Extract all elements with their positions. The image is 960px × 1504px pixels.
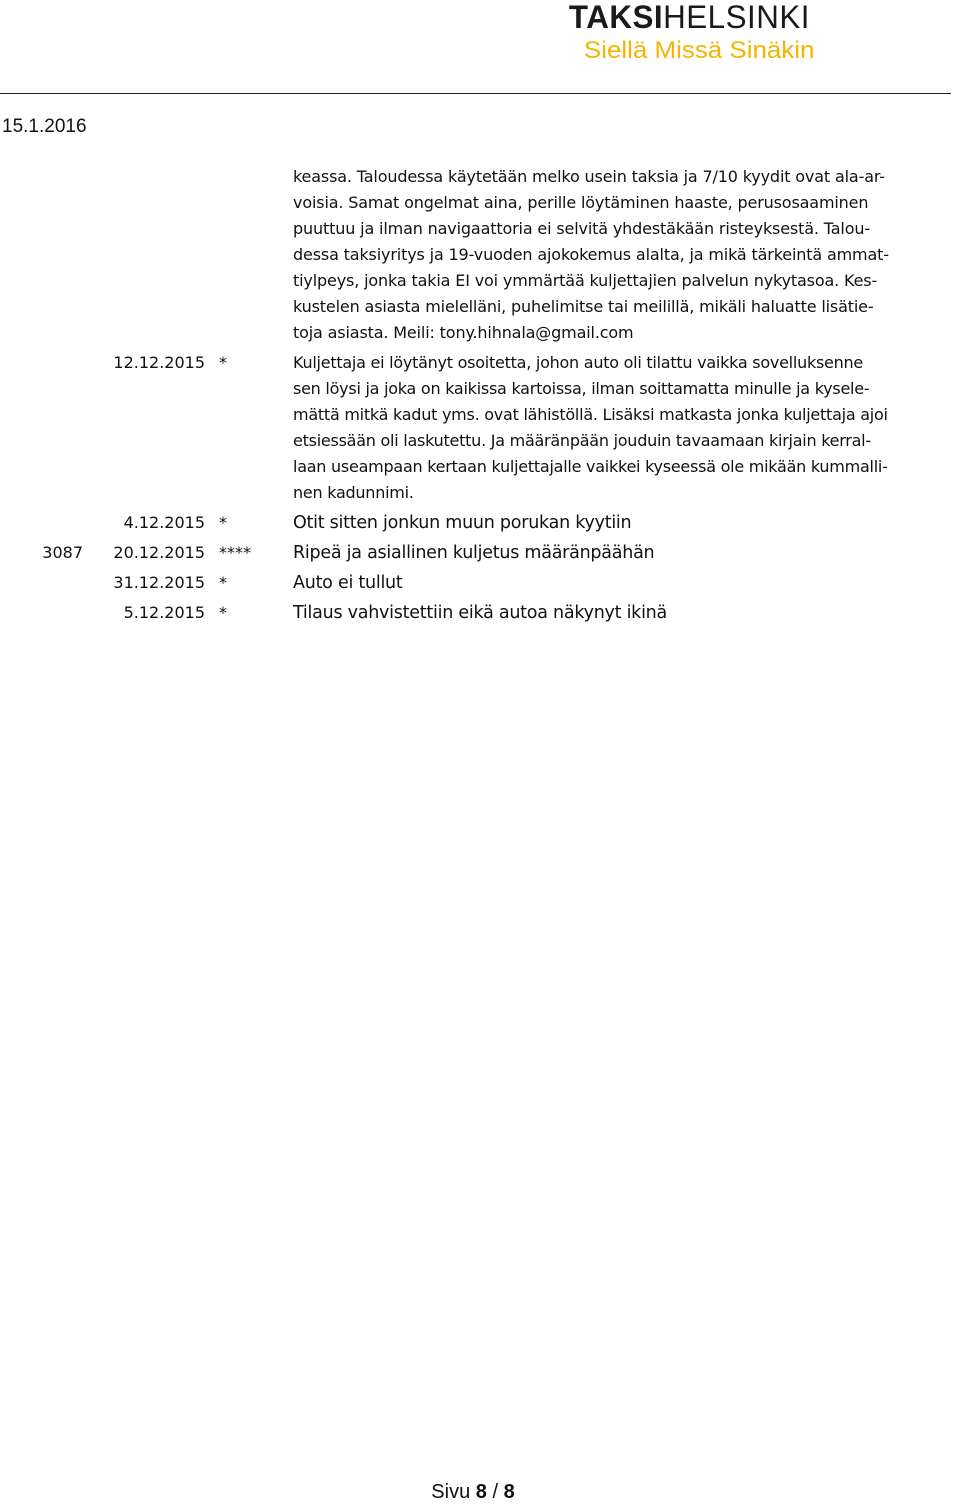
review-date: 5.12.2015 (123, 603, 205, 622)
page-footer (0, 1480, 946, 1504)
header-divider (0, 93, 951, 94)
review-date: 12.12.2015 (113, 353, 205, 372)
logo-tagline: Siellä Missä Sinäkin (583, 37, 814, 64)
comment-line: puuttuu ja ilman navigaattoria ei selvitä yhdestäkään risteyksestä. Talou- (293, 219, 870, 238)
logo-light-text: HELSINKI (663, 0, 810, 35)
comment-line: dessa taksiyritys ja 19-vuoden ajokokemus alalta, ja mikä tärkeintä ammat- (293, 245, 889, 264)
document-date: 15.1.2016 (2, 116, 87, 137)
review-rating: * (219, 573, 227, 592)
review-comment (293, 540, 958, 566)
comment-line: Otit sitten jonkun muun porukan kyytiin (293, 513, 632, 533)
page-number: 8 (475, 1481, 487, 1503)
review-rating: **** (219, 543, 251, 562)
logo-wordmark (569, 0, 810, 34)
page-total: 8 (503, 1481, 515, 1503)
page-separator: / (492, 1481, 499, 1503)
review-comment (293, 510, 958, 536)
comment-line: Tilaus vahvistettiin eikä autoa näkynyt ikinä (293, 603, 667, 623)
comment-line: Ripeä ja asiallinen kuljetus määränpäähän (293, 543, 655, 563)
review-comment (293, 350, 958, 506)
review-rating: * (219, 513, 227, 532)
review-rating: * (219, 353, 227, 372)
comment-line: keassa. Taloudessa käytetään melko usein taksia ja 7/10 kyydit ovat ala-ar- (293, 167, 885, 186)
comment-line: laan useampaan kertaan kuljettajalle vaikkei kyseessä ole mikään kummalli- (293, 457, 888, 476)
comment-line: Kuljettaja ei löytänyt osoitetta, johon auto oli tilattu vaikka sovelluksenne (293, 353, 864, 372)
review-rating: * (219, 603, 227, 622)
page-label: Sivu (431, 1481, 471, 1503)
comment-line: sen löysi ja joka on kaikissa kartoissa, ilman soittamatta minulle ja kysele- (293, 379, 870, 398)
comment-line: voisia. Samat ongelmat aina, perille löytäminen haaste, perusosaaminen (293, 193, 869, 212)
logo-bold-text: TAKSI (568, 0, 664, 35)
comment-line: Auto ei tullut (293, 573, 403, 593)
review-row (0, 350, 960, 502)
comment-line: etsiessään oli laskutettu. Ja määränpään jouduin tavaamaan kirjain kerral- (293, 431, 871, 450)
comment-line: mättä mitkä kadut yms. ovat lähistöllä. Lisäksi matkasta jonka kuljettaja ajoi (293, 405, 888, 424)
continued-comment (293, 164, 958, 346)
review-row (0, 510, 960, 536)
review-row (0, 570, 960, 596)
review-date: 31.12.2015 (113, 573, 205, 592)
review-comment (293, 570, 958, 596)
comment-line: nen kadunnimi. (293, 483, 414, 502)
review-date: 4.12.2015 (123, 513, 205, 532)
comment-line: kustelen asiasta mielelläni, puhelimitse tai meilillä, mikäli haluatte lisätie- (293, 297, 874, 316)
review-row (0, 600, 960, 626)
review-date: 20.12.2015 (113, 543, 205, 562)
taksihelsinki-logo (568, 0, 900, 80)
comment-line: tiylpeys, jonka takia EI voi ymmärtää kuljettajien palvelun nykytasoa. Kes- (293, 271, 878, 290)
review-number: 3087 (42, 543, 83, 562)
comment-line: toja asiasta. Meili: tony.hihnala@gmail.com (293, 323, 634, 342)
review-row (0, 540, 960, 566)
review-comment (293, 600, 958, 626)
